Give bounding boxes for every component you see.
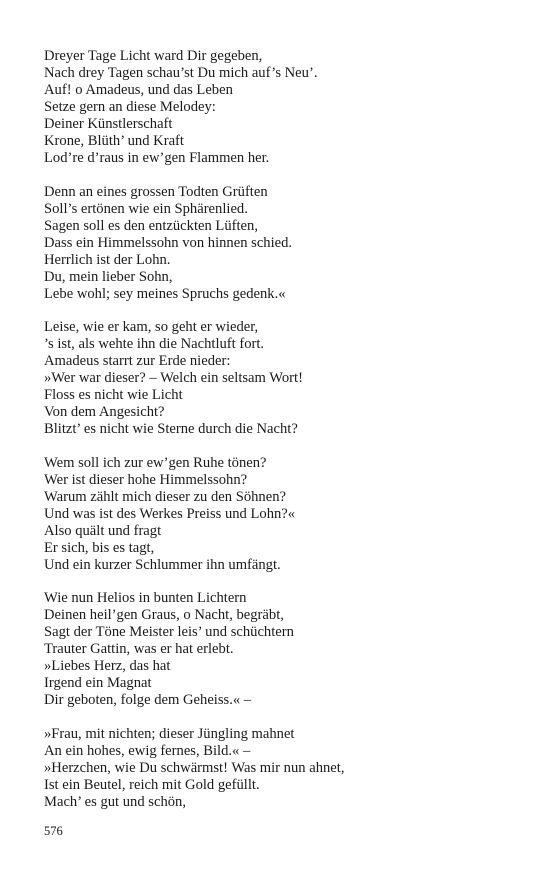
verse-line: Deiner Künstlerschaft: [44, 116, 173, 132]
verse-line: »Herzchen, wie Du schwärmst! Was mir nun ahnet,: [44, 759, 345, 776]
verse-line: Setze gern an diese Melodey:: [44, 99, 216, 115]
stanza-1: [44, 48, 514, 167]
verse-line: Deinen heil’gen Graus, o Nacht, begräbt,: [44, 607, 284, 623]
verse-line: Irgend ein Magnat: [44, 675, 152, 691]
verse-line: Wer ist dieser hohe Himmelssohn?: [44, 471, 248, 488]
verse-line: Amadeus starrt zur Erde nieder:: [44, 353, 231, 369]
verse-line: Krone, Blüth’ und Kraft: [44, 133, 184, 149]
verse-line: Auf! o Amadeus, und das Leben: [44, 82, 233, 98]
verse-line: Sagen soll es den entzückten Lüften,: [44, 217, 258, 234]
verse-line: Dass ein Himmelssohn von hinnen schied.: [44, 234, 293, 251]
verse-line: Lebe wohl; sey meines Spruchs gedenk.«: [44, 285, 286, 302]
stanza-6: [44, 726, 514, 811]
verse-line: Sagt der Töne Meister leis’ und schüchtern: [44, 624, 294, 640]
stanza-5: [44, 590, 514, 709]
verse-line: Er sich, bis es tagt,: [44, 539, 155, 556]
verse-line: Nach drey Tagen schau’st Du mich auf’s Neu’.: [44, 65, 318, 81]
stanza-4: [44, 455, 514, 574]
verse-line: Leise, wie er kam, so geht er wieder,: [44, 319, 259, 335]
verse-line: Floss es nicht wie Licht: [44, 387, 183, 403]
verse-line: Denn an eines grossen Todten Grüften: [44, 183, 268, 200]
verse-line: »Liebes Herz, das hat: [44, 658, 171, 674]
verse-line: Dreyer Tage Licht ward Dir gegeben,: [44, 48, 263, 64]
verse-line: Soll’s ertönen wie ein Sphärenlied.: [44, 200, 248, 217]
stanza-3: [44, 319, 514, 438]
verse-line: »Wer war dieser? – Welch ein seltsam Wort!: [44, 370, 303, 386]
page-number: 576: [44, 824, 63, 838]
poem-body: [44, 48, 514, 827]
verse-line: Und was ist des Werkes Preiss und Lohn?«: [44, 505, 296, 522]
verse-line: Ist ein Beutel, reich mit Gold gefüllt.: [44, 776, 260, 793]
verse-line: Herrlich ist der Lohn.: [44, 251, 171, 268]
verse-line: Und ein kurzer Schlummer ihn umfängt.: [44, 556, 281, 573]
verse-line: Wie nun Helios in bunten Lichtern: [44, 590, 247, 606]
verse-line: ’s ist, als wehte ihn die Nachtluft fort.: [44, 336, 265, 352]
verse-line: An ein hohes, ewig fernes, Bild.« –: [44, 742, 251, 759]
verse-line: Von dem Angesicht?: [44, 404, 165, 420]
verse-line: Du, mein lieber Sohn,: [44, 268, 173, 285]
verse-line: »Frau, mit nichten; dieser Jüngling mahnet: [44, 725, 295, 742]
verse-line: Mach’ es gut und schön,: [44, 793, 186, 810]
verse-line: Trauter Gattin, was er hat erlebt.: [44, 641, 234, 657]
verse-line: Wem soll ich zur ew’gen Ruhe tönen?: [44, 454, 267, 471]
verse-line: Dir geboten, folge dem Geheiss.« –: [44, 692, 252, 708]
verse-line: Lod’re d’raus in ew’gen Flammen her.: [44, 150, 270, 166]
stanza-2: [44, 184, 514, 303]
verse-line: Warum zählt mich dieser zu den Söhnen?: [44, 488, 286, 505]
verse-line: Blitzt’ es nicht wie Sterne durch die Nacht?: [44, 421, 298, 437]
verse-line: Also quält und fragt: [44, 522, 162, 539]
